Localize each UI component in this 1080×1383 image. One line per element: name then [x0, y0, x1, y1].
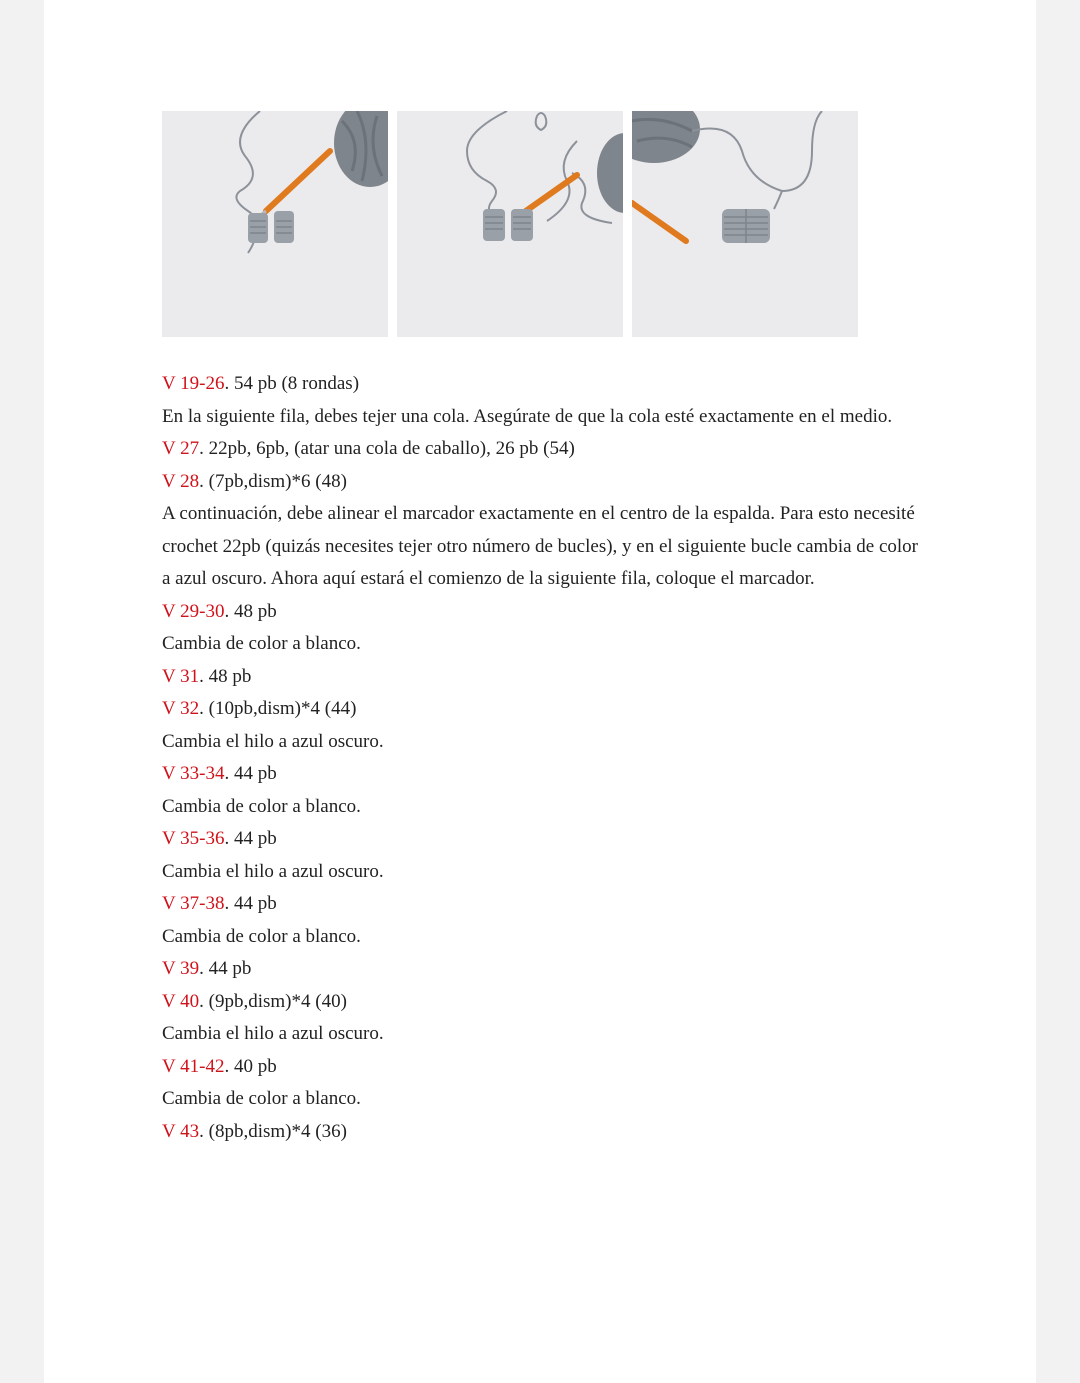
instruction-text: . 48 pb	[224, 600, 277, 622]
round-label: V 33-34	[162, 763, 225, 784]
instruction-text: A continuación, debe alinear el marcador exactamente en el centro de la espalda. Para esto necesité crochet 22pb (quizás necesites tejer otro número de bucles), y en el siguiente bucle cambia de color a azul oscuro. Ahora aquí estará el comienzo de la siguiente fila, coloque el marcador.	[162, 503, 919, 589]
photo-1-illustration	[162, 111, 388, 337]
round-label: V 32	[162, 698, 200, 719]
round-instruction	[162, 466, 922, 499]
instruction-text: . (9pb,dism)*4 (40)	[199, 990, 347, 1012]
leg-left	[248, 213, 268, 243]
round-label: V 40	[162, 990, 200, 1012]
instruction-text: Cambia de color a blanco.	[162, 925, 361, 947]
round-instruction	[162, 758, 922, 791]
note-line	[162, 856, 922, 889]
crochet-photo-2	[397, 111, 623, 337]
round-instruction	[162, 433, 922, 466]
instruction-text: Cambia de color a blanco.	[162, 795, 361, 817]
instruction-text: Cambia el hilo a azul oscuro.	[162, 730, 384, 752]
instruction-text: . 40 pb	[224, 1055, 277, 1077]
round-instruction	[162, 661, 922, 694]
round-label: V 35-36	[162, 828, 225, 849]
instruction-text: . 44 pb	[224, 763, 277, 784]
leg-left	[483, 209, 505, 241]
document-page	[44, 0, 1036, 1383]
note-line	[162, 726, 922, 759]
note-line	[162, 401, 922, 434]
round-label: V 37-38	[162, 893, 225, 914]
crochet-photo-3	[632, 111, 858, 337]
note-line	[162, 1083, 922, 1116]
crochet-photo-1	[162, 111, 388, 337]
instruction-text: . 44 pb	[224, 893, 277, 914]
round-instruction	[162, 368, 922, 401]
round-label: V 41-42	[162, 1055, 225, 1077]
round-instruction	[162, 888, 922, 921]
round-label: V 28	[162, 470, 200, 492]
leg-right	[511, 209, 533, 241]
round-label: V 27	[162, 438, 200, 459]
instruction-text: Cambia de color a blanco.	[162, 1088, 361, 1109]
photo-strip	[162, 111, 858, 337]
instruction-text: . 48 pb	[199, 665, 252, 687]
round-label: V 19-26	[162, 373, 225, 394]
round-instruction	[162, 1051, 922, 1084]
instruction-text: . 44 pb	[224, 828, 277, 849]
round-instruction	[162, 953, 922, 986]
instruction-text: . (8pb,dism)*4 (36)	[199, 1120, 347, 1142]
round-label: V 31	[162, 665, 200, 687]
photo-2-illustration	[397, 111, 623, 337]
instruction-text: . 22pb, 6pb, (atar una cola de caballo), 26 pb (54)	[199, 438, 575, 459]
instruction-text: . (10pb,dism)*4 (44)	[199, 698, 357, 719]
round-label: V 43	[162, 1120, 200, 1142]
instruction-text: Cambia el hilo a azul oscuro.	[162, 860, 384, 882]
instruction-text: . 44 pb	[199, 958, 252, 979]
note-line	[162, 791, 922, 824]
note-line	[162, 498, 922, 596]
instruction-text: En la siguiente fila, debes tejer una cola. Asegúrate de que la cola esté exactamente en el medio.	[162, 405, 893, 427]
pattern-text	[162, 368, 922, 1148]
round-instruction	[162, 596, 922, 629]
round-instruction	[162, 986, 922, 1019]
photo-3-illustration	[632, 111, 858, 337]
round-label: V 39	[162, 958, 200, 979]
instruction-text: Cambia el hilo a azul oscuro.	[162, 1023, 384, 1044]
round-instruction	[162, 693, 922, 726]
note-line	[162, 1018, 922, 1051]
instruction-text: Cambia de color a blanco.	[162, 633, 361, 654]
note-line	[162, 921, 922, 954]
note-line	[162, 628, 922, 661]
instruction-text: . 54 pb (8 rondas)	[224, 373, 360, 394]
round-label: V 29-30	[162, 600, 225, 622]
instruction-text: . (7pb,dism)*6 (48)	[199, 470, 347, 492]
round-instruction	[162, 1116, 922, 1149]
round-instruction	[162, 823, 922, 856]
